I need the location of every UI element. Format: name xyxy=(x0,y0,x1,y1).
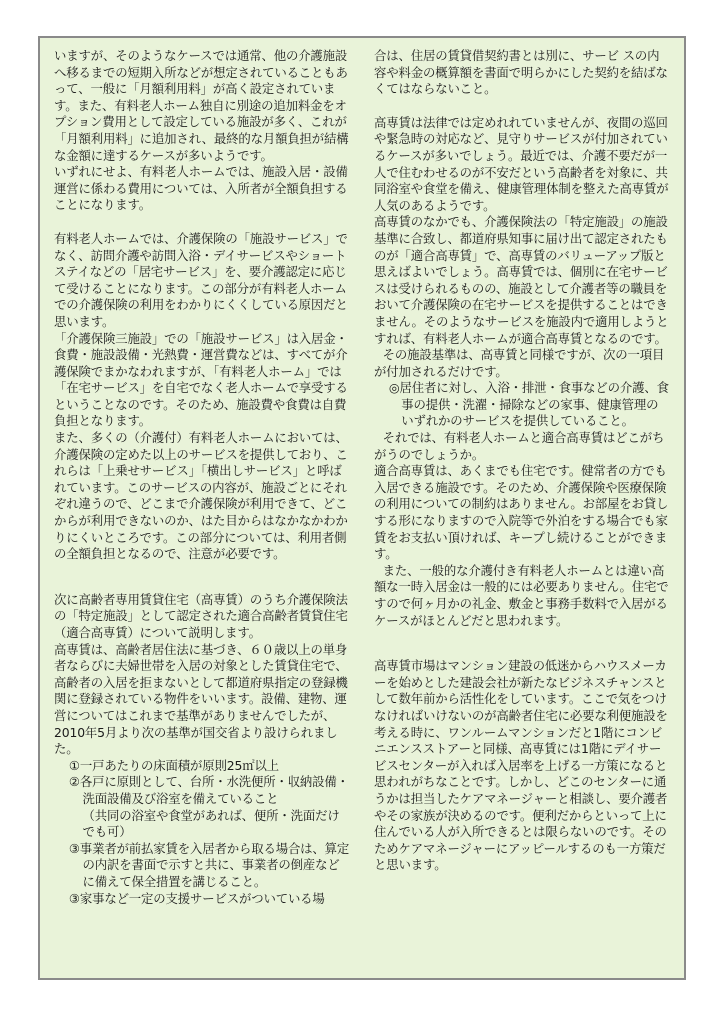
list-item: ③家事など一定の支援サービスがついている場 xyxy=(68,890,325,906)
list-item: ①一戸あたりの床面積が原則25㎡以上 xyxy=(68,757,279,773)
paragraph: 有料老人ホームでは、介護保険の「施設サービス」でなく、訪問介護や訪問入浴・デイサービスやショートステイなどの「居宅サービス」を、要介護認定に応じて受けることになります。この部分が有料老人ホームでの介護保険の利用をわかりにくくしている原因だと思います。 xyxy=(54,230,348,329)
list-item: ②各戸に原則として、台所・水洗便所・収納設備・洗面設備及び浴室を備えていること xyxy=(68,774,349,806)
list-item: ◎居住者に対し、入浴・排泄・食事などの介護、食事の提供・洗濯・掃除などの家事、健康管理のいずれかのサービスを提供していること。 xyxy=(388,380,669,429)
spacer xyxy=(54,563,350,592)
paragraph: 高専賃市場はマンション建設の低迷からハウスメーカーを始めとした建設会社が新たなビジネスチャンスとして数年前から活性化をしています。ここで気をつけなければいけないのが高齢者住宅に必要な利便施設を考える時に、ワンルームマンションだと1階にコンビニエンスストアーと同様、高専賃には1階にデイサービスセンターが入れば入居率を上げる一方策になると思われがちなことです。しかし、どこのセンターに通うかは担当したケアマネージャーと相談し、要介護者やその家族が決めるのです。便利だからといって上に住んでいる人が入所できるとは限らないのです。そのためケアマネージャーにアッピールするのも一方策だと思います。 xyxy=(374,658,668,873)
paragraph: いずれにせよ、有料老人ホームでは、施設入居・設備運営に係わる費用については、入所者が全額負担することになります。 xyxy=(54,164,348,213)
paragraph: 次に高齢者専用賃貸住宅（高専賃）のうち介護保険法の「特定施設」として認定された適合高齢者賃貸住宅（適合高専賃）について説明します。 xyxy=(54,591,348,640)
paragraph: 合は、住居の賃貸借契約書とは別に、サービ スの内容や料金の概算額を書面で明らかにした契約を結ばなくてはならないこと。 xyxy=(374,48,668,97)
right-column xyxy=(374,48,670,874)
spacer xyxy=(374,629,670,658)
paragraph: その施設基準は、高専賃と同様ですが、次の一項目が付加されるだけです。 xyxy=(374,347,665,379)
spacer xyxy=(54,214,350,231)
paragraph: それでは、有料老人ホームと適合高専賃はどこがちがうのでしょうか。 xyxy=(374,430,665,462)
paragraph: 高専賃のなかでも、介護保険法の「特定施設」の施設基準に合致し、都道府県知事に届け出て認定されたものが「適合高専賃」で、高専賃のバリューアップ版と思えばよいでしょう。高専賃では、個別に在宅サービスは受けられるものの、施設として介護者等の職員をおいて介護保険の在宅サービスを提供することはできません。そのようなサービスを施設内で適用しようとすれば、有料老人ホームが適合高専賃となるのです。 xyxy=(374,214,669,346)
document-page xyxy=(38,36,686,980)
paragraph: また、一般的な介護付き有料老人ホームとは違い高額な一時入居金は一般的には必要ありません。住宅ですので何ヶ月かの礼金、敷金と事務手数料で入居がるケースがほとんどだと思われます。 xyxy=(374,562,669,628)
paragraph: 「介護保険三施設」での「施設サービス」は入居金・食費・施設設備・光熱費・運営費などは、すべてが介護保険でまかなわれますが、「有料老人ホーム」では「在宅サービス」を自宅でなく老人ホームで享受するということなのです。そのため、施設費や食費は自費負担となります。 xyxy=(54,330,348,429)
paragraph: 適合高専賃は、あくまでも住宅です。健常者の方でも入居できる施設です。そのため、介護保険や医療保険の利用についての制約はありません。お部屋をお貸しする形になりますので入院等で外泊をする場合でも家賃をお支払い頂ければ、キープし続けることができます。 xyxy=(374,463,669,562)
left-column xyxy=(54,48,350,907)
paragraph: 高専賃は、高齢者居住法に基づき、６０歳以上の単身者ならびに夫婦世帯を入居の対象とした賃貸住宅で、高齢者の入居を拒まないとして都道府県指定の登録機関に登録されている物件をいいます。設備、建物、運営についてはこれまで基準がありませんでしたが、2010年5月より次の基準が国交省より設けられました。 xyxy=(54,641,348,757)
list-item: ③事業者が前払家賃を入居者から取る場合は、算定の内訳を書面で示すと共に、事業者の倒産などに備えて保全措置を講じること。 xyxy=(68,840,350,889)
paragraph: いますが、そのようなケースでは通常、他の介護施設へ移るまでの短期入所などが想定されていることもあって、一般に「月額利用料」が高く設定されています。また、有料老人ホーム独自に別途の追加料金をオプション費用として設定している施設が多く、これが「月額利用料」に追加され、最終的な月額負担が結構な金額に達するケースが多いようです。 xyxy=(54,48,349,163)
paragraph: 高専賃は法律では定めれれていませんが、夜間の巡回や緊急時の対応など、見守りサービスが付加されているケースが多いでしょう。最近では、介護不要だが一人で住むわせるのが不安だという高齢者を対象に、共同浴室や食堂を備え、健康管理体制を整えた高専賃が人気のあるようです。 xyxy=(374,114,669,213)
paragraph: また、多くの（介護付）有料老人ホームにおいては、介護保険の定めた以上のサービスを提供しており、これらは「上乗せサービス」「横出しサービス」と呼ばれています。このサービスの内容が、施設ごとにそれぞれ違うので、どこまで介護保険が利用できて、どこからが利用できないのか、はた目からはなかなかわかりにくいところです。この部分については、利用者側の全額負担となるので、注意が必要です。 xyxy=(54,430,348,562)
list-note: （共同の浴室や食堂があれば、便所・洗面だけでも可） xyxy=(82,807,340,840)
spacer xyxy=(374,98,670,115)
